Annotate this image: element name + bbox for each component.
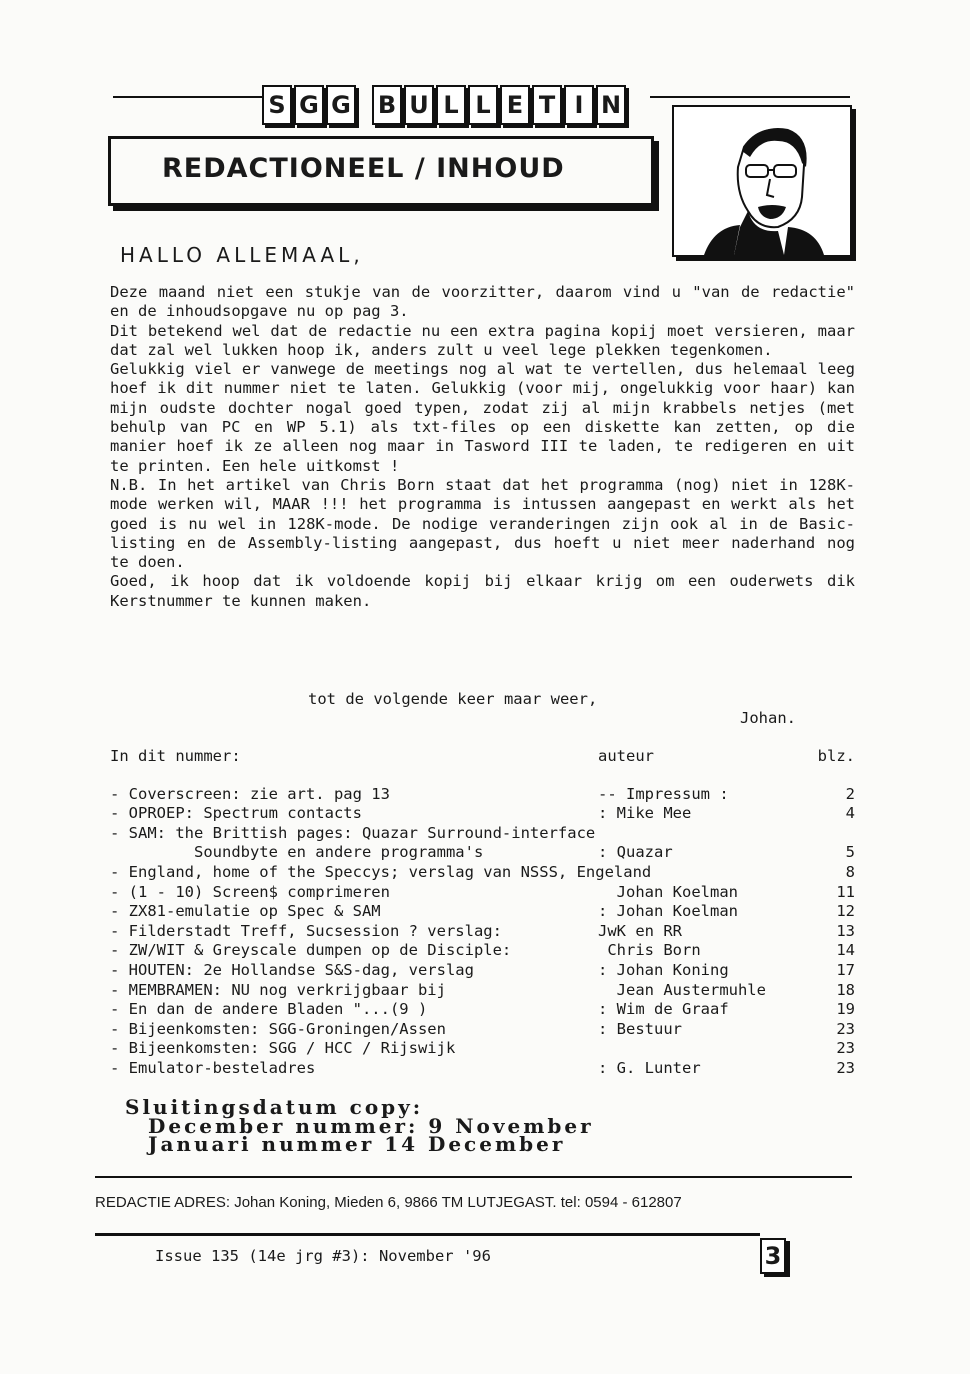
toc-title: - Filderstadt Treff, Sucsession ? verslag: [110, 921, 502, 940]
toc-title: - England, home of the Speccys; verslag van NSSS, Engeland [110, 862, 652, 881]
toc-title: - En dan de andere Bladen "...(9 ) [110, 1000, 428, 1019]
greeting: HALLO ALLEMAAL, [120, 243, 364, 267]
toc-author: : Bestuur [598, 1019, 682, 1038]
page-number: 3 [760, 1238, 786, 1274]
toc-title: Soundbyte en andere programma's [110, 843, 484, 862]
toc-page: 8 [845, 862, 855, 881]
deadline-heading: Sluitingsdatum copy: [125, 1095, 424, 1119]
toc-page: 23 [836, 1058, 855, 1077]
toc-author: : G. Lunter [598, 1058, 701, 1077]
toc-title: - MEMBRAMEN: NU nog verkrijgbaar bij [110, 980, 446, 999]
toc-author: Jean Austermuhle [598, 980, 766, 999]
deadline-januari: Januari nummer 14 December [148, 1132, 566, 1156]
logo-letter: L [436, 85, 466, 125]
toc-row [110, 1059, 855, 1079]
toc-page: 19 [836, 1000, 855, 1019]
editorial-address: REDACTIE ADRES: Johan Koning, Mieden 6, 9866 TM LUTJEGAST. tel: 0594 - 612807 [95, 1194, 682, 1211]
signature: Johan. [740, 709, 796, 727]
toc-page: 11 [836, 882, 855, 901]
toc-author: JwK en RR [598, 921, 682, 940]
toc-row [110, 961, 855, 981]
toc-title: - OPROEP: Spectrum contacts [110, 804, 362, 823]
toc-author: Johan Koelman [598, 882, 738, 901]
toc-row [110, 883, 855, 903]
toc-row [110, 804, 855, 824]
toc-author: Chris Born [598, 941, 701, 960]
issue-footer: Issue 135 (14e jrg #3): November '96 [155, 1247, 491, 1265]
paragraph: Gelukkig viel er vanwege de meetings nog al wat te vertellen, dus helemaal leeg hoef ik dit nummer niet te laten. Gelukkig (voor mij, ongelukkig voor haar) kan mijn oudste dochter nogal goed typen, zodat zij al mijn krabbels netjes (met behulp van PC en WP 5.1) als txt-files op een diskette kan zetten, op die manier hoef ik ze alleen nog maar in Tasword III te laden, te redigeren en uit te printen. Een hele uitkomst ! [110, 360, 855, 475]
toc-row [110, 1039, 855, 1059]
toc-page: 18 [836, 980, 855, 999]
toc-page: 2 [845, 784, 855, 803]
toc-header-title: In dit nummer: [110, 747, 241, 765]
toc-row [110, 922, 855, 942]
toc-title: - (1 - 10) Screen$ comprimeren [110, 882, 390, 901]
logo-letter: G [326, 85, 356, 125]
logo-letter: T [532, 85, 562, 125]
toc-row [110, 843, 855, 863]
sgg-bulletin-logo [262, 85, 626, 125]
toc-author: -- Impressum : [598, 784, 729, 803]
paragraph: Dit betekend wel dat de redactie nu een extra pagina kopij moet versieren, maar dat zal wel lukken hoop ik, anders zult u veel lege plekken tegenkomen. [110, 321, 855, 359]
logo-letter: U [404, 85, 434, 125]
paragraph: Deze maand niet een stukje van de voorzitter, daarom vind u "van de redactie" en de inhoudsopgave nu op pag 3. [110, 283, 855, 321]
toc-header-page: blz. [817, 747, 855, 765]
toc-title: - Emulator-besteladres [110, 1058, 316, 1077]
toc-row [110, 863, 855, 883]
toc-row [110, 824, 855, 844]
editorial-body [110, 283, 855, 611]
logo-letter: L [468, 85, 498, 125]
toc-row [110, 1000, 855, 1020]
paragraph: N.B. In het artikel van Chris Born staat dat het programma (nog) niet in 128K-mode werken wil, MAAR !!! het programma is intussen aangepast en werkt als het goed is nu wel in 128K-mode. De nodige veranderingen zijn ook al in de Basic-listing en de Assembly-listing aangepast, dus hoeft u niet meer naderhand nog te doen. [110, 475, 855, 572]
table-of-contents [110, 747, 855, 1079]
portrait-drawing [674, 107, 850, 255]
toc-author: : Johan Koelman [598, 902, 738, 921]
toc-row [110, 981, 855, 1001]
header-rule-right [650, 96, 850, 98]
toc-row [110, 941, 855, 961]
toc-title: - Coverscreen: zie art. pag 13 [110, 784, 390, 803]
logo-letter: G [294, 85, 324, 125]
toc-title: - Bijeenkomsten: SGG-Groningen/Assen [110, 1019, 446, 1038]
toc-author: : Wim de Graaf [598, 1000, 729, 1019]
toc-header [110, 747, 855, 767]
toc-row [110, 902, 855, 922]
toc-title: - ZW/WIT & Greyscale dumpen op de Disciple: [110, 941, 512, 960]
logo-letter: N [596, 85, 626, 125]
editor-portrait [672, 105, 852, 257]
toc-page: 14 [836, 941, 855, 960]
deadline-december: December nummer: 9 November [148, 1114, 594, 1138]
toc-author: : Johan Koning [598, 960, 729, 979]
toc-page: 12 [836, 902, 855, 921]
toc-page: 5 [845, 843, 855, 862]
toc-page: 23 [836, 1039, 855, 1058]
toc-title: - Bijeenkomsten: SGG / HCC / Rijswijk [110, 1039, 456, 1058]
toc-author: : Quazar [598, 843, 673, 862]
toc-rows [110, 785, 855, 1079]
footer-rule [95, 1233, 760, 1236]
header-rule-left [113, 96, 263, 98]
toc-author: : Mike Mee [598, 804, 692, 823]
logo-letter: E [500, 85, 530, 125]
page-title: REDACTIONEEL / INHOUD [162, 153, 565, 184]
toc-page: 4 [845, 804, 855, 823]
toc-page: 17 [836, 960, 855, 979]
closing-line: tot de volgende keer maar weer, [308, 690, 598, 708]
paragraph: Goed, ik hoop dat ik voldoende kopij bij elkaar krijg om een ouderwets dik Kerstnummer te kunnen maken. [110, 572, 855, 610]
logo-letter: S [262, 85, 292, 125]
toc-row [110, 1020, 855, 1040]
toc-page: 23 [836, 1019, 855, 1038]
address-rule [95, 1176, 852, 1178]
toc-title: - ZX81-emulatie op Spec & SAM [110, 902, 381, 921]
toc-page: 13 [836, 921, 855, 940]
logo-letter: I [564, 85, 594, 125]
toc-title: - HOUTEN: 2e Hollandse S&S-dag, verslag [110, 960, 474, 979]
toc-row [110, 785, 855, 805]
logo-letter: B [372, 85, 402, 125]
toc-title: - SAM: the Brittish pages: Quazar Surround-interface [110, 823, 596, 842]
toc-header-author: auteur [598, 747, 654, 765]
